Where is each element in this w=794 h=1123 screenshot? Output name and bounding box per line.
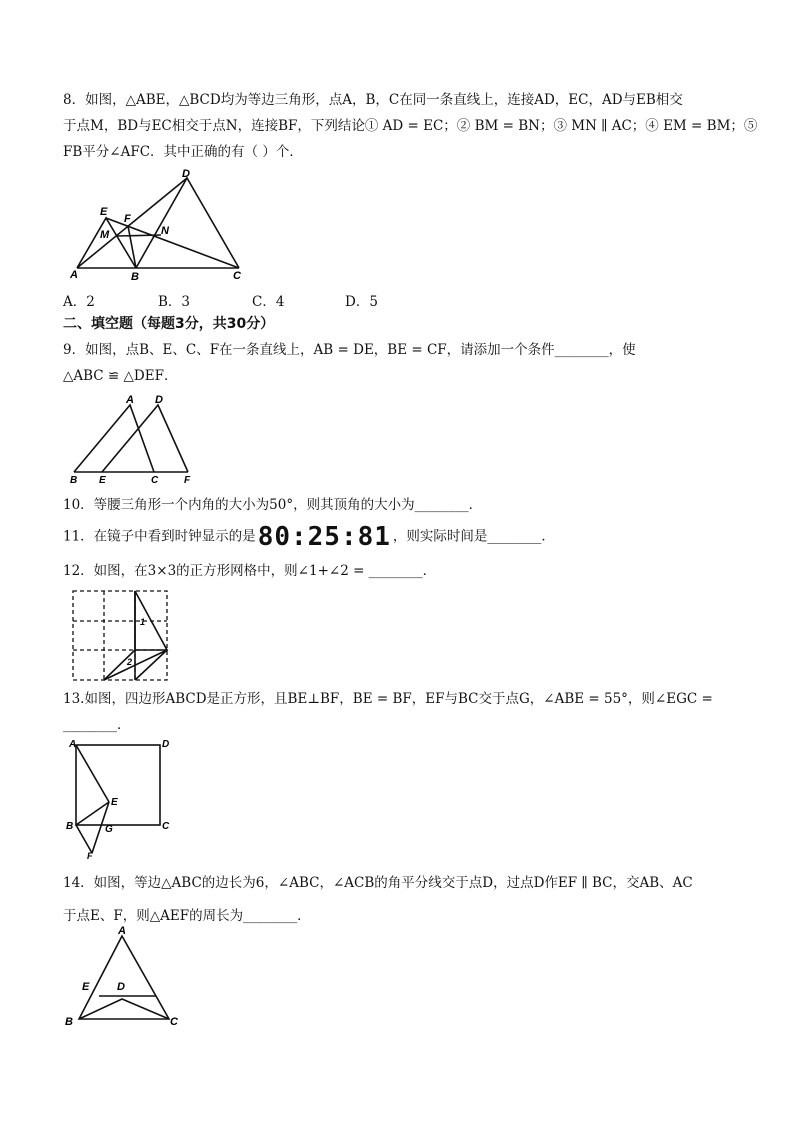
- q14-figure: [62, 924, 192, 1030]
- q8-label-M: M: [100, 229, 110, 241]
- q12-grid-figure: [70, 588, 170, 683]
- q13-label-G: G: [105, 824, 113, 835]
- q13-label-F: F: [87, 851, 93, 861]
- q8-label-C: C: [233, 270, 241, 282]
- q11-text: [63, 522, 555, 552]
- q12-text: 12．如图，在3×3的正方形网格中，则∠1+∠2 = ________．: [63, 563, 437, 579]
- q13-label-A: A: [69, 739, 77, 750]
- q9-text-line2: △ABC ≌ △DEF．: [63, 368, 178, 384]
- q8-label-D: D: [182, 168, 190, 180]
- q14-label-A: A: [118, 925, 126, 937]
- q8-label-F: F: [124, 213, 131, 225]
- q8-option-c: C．4: [252, 294, 285, 310]
- q8-label-N: N: [161, 225, 169, 237]
- q13-label-B: B: [66, 821, 74, 832]
- q13-text-line2: ________．: [63, 717, 131, 733]
- q9-label-B: B: [70, 475, 78, 486]
- q8-text-line3: FB平分∠AFC．其中正确的有（ ）个．: [63, 144, 303, 160]
- q14-label-B: B: [65, 1016, 73, 1028]
- q8-option-b: B．3: [158, 294, 191, 310]
- q9-label-F: F: [184, 475, 191, 486]
- q14-label-D: D: [117, 981, 125, 993]
- q10-text: 10．等腰三角形一个内角的大小为50°，则其顶角的大小为________．: [63, 497, 483, 513]
- q12-angle-1: 1: [140, 617, 146, 627]
- q13-text-line1: 13.如图，四边形ABCD是正方形，且BE⊥BF，BE = BF，EF与BC交于点G，∠ABE = 55°，则∠EGC =: [63, 691, 713, 707]
- q8-option-d: D．5: [345, 294, 378, 310]
- q8-figure: [60, 168, 260, 283]
- q8-label-E: E: [100, 206, 108, 218]
- q11-text-pre: 11．在镜子中看到时钟显示的是: [63, 528, 256, 545]
- q14-text-line2: 于点E、F，则△AEF的周长为________．: [63, 908, 311, 924]
- q9-figure: [66, 393, 201, 485]
- q8-label-B: B: [131, 271, 139, 283]
- q9-label-E: E: [99, 475, 106, 486]
- q9-text-line1: 9．如图，点B、E、C、F在一条直线上，AB = DE，BE = CF，请添加一个条件________，使: [63, 342, 636, 358]
- mirror-clock-display: 80:25:81: [257, 522, 391, 552]
- q13-label-E: E: [111, 797, 118, 808]
- q8-option-a: A．2: [63, 294, 95, 310]
- q8-label-A: A: [70, 269, 78, 281]
- q14-text-line1: 14．如图，等边△ABC的边长为6，∠ABC，∠ACB的角平分线交于点D，过点D作EF ∥ BC，交AB、AC: [63, 875, 693, 891]
- section-fill-in-title: 二、填空题（每题3分，共30分）: [63, 316, 275, 332]
- q9-label-A: A: [126, 394, 134, 406]
- q12-angle-2: 2: [127, 657, 133, 667]
- q9-label-C: C: [151, 475, 159, 486]
- q8-text-line2: 于点M，BD与EC相交于点N，连接BF，下列结论① AD = EC；② BM = BN；③ MN ∥ AC；④ EM = BM；⑤: [63, 118, 758, 134]
- q8-text-line1: 8．如图，△ABE，△BCD均为等边三角形，点A，B，C在同一条直线上，连接AD，EC，AD与EB相交: [63, 92, 683, 108]
- q14-label-E: E: [82, 981, 90, 993]
- q13-figure: [66, 737, 176, 859]
- q11-text-post: ，则实际时间是________．: [392, 528, 555, 545]
- q13-label-D: D: [162, 739, 170, 750]
- q9-label-D: D: [155, 394, 163, 406]
- q14-label-C: C: [170, 1016, 178, 1028]
- q13-label-C: C: [162, 821, 170, 832]
